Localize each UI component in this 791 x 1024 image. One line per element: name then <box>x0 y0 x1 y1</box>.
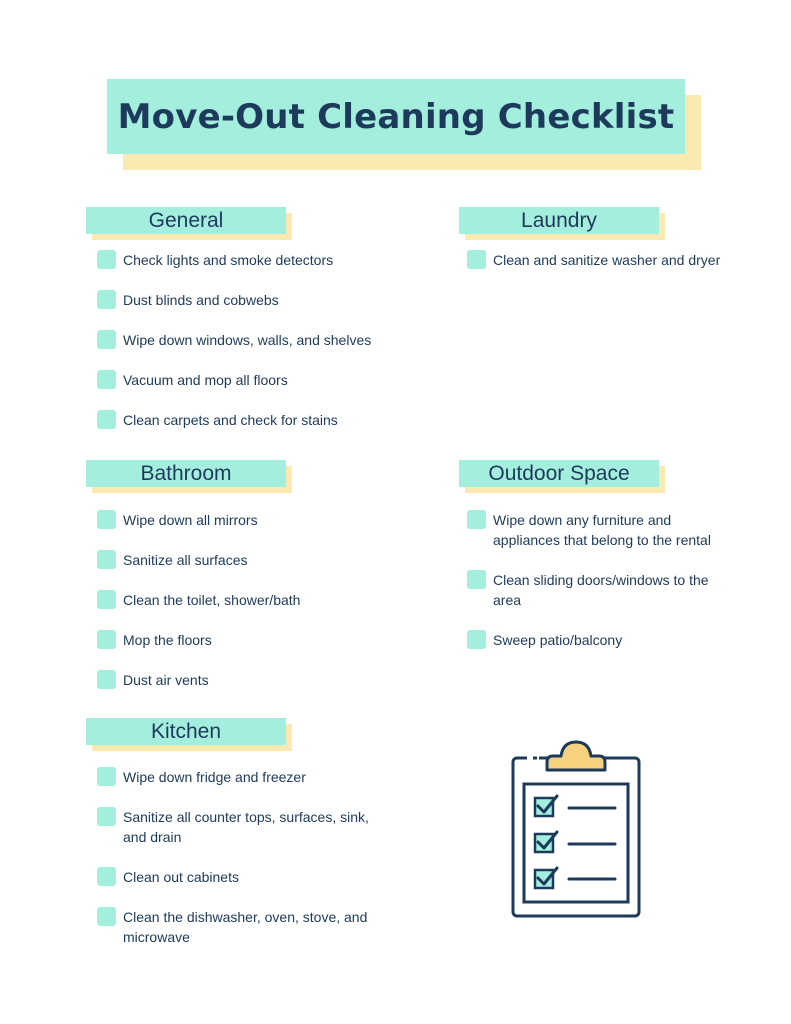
checkbox[interactable] <box>97 590 116 609</box>
item-label-line: and drain <box>123 829 182 845</box>
checklist-item[interactable] <box>467 570 709 610</box>
checklist-item[interactable] <box>97 630 212 650</box>
checklist-item[interactable] <box>97 807 369 847</box>
item-label-line: Clean the dishwasher, oven, stove, and <box>123 909 368 925</box>
checkbox[interactable] <box>97 290 116 309</box>
checkbox[interactable] <box>97 250 116 269</box>
section-laundry <box>459 207 665 240</box>
item-label: Check lights and smoke detectors <box>123 252 334 268</box>
checkbox[interactable] <box>467 250 486 269</box>
section-header <box>86 207 292 240</box>
section-header <box>86 718 292 751</box>
checklist-item[interactable] <box>97 410 338 430</box>
checklist-item[interactable] <box>467 250 720 270</box>
section-header <box>459 207 665 240</box>
section-title-outdoor: Outdoor Space <box>488 461 630 485</box>
item-label <box>493 570 709 610</box>
checklist-item[interactable] <box>97 907 367 947</box>
item-label-line: appliances that belong to the rental <box>493 532 711 548</box>
clipboard-clip <box>547 742 605 770</box>
section-outdoor-space <box>459 460 665 493</box>
section-title-kitchen: Kitchen <box>150 719 222 743</box>
section-title-general: General <box>148 208 224 232</box>
checklist-item[interactable] <box>467 630 622 650</box>
checkbox[interactable] <box>97 330 116 349</box>
checklist-item[interactable] <box>97 250 333 270</box>
section-bathroom <box>86 460 292 493</box>
checkbox[interactable] <box>97 550 116 569</box>
item-label: Clean out cabinets <box>123 869 239 885</box>
item-label: Wipe down all mirrors <box>123 512 258 528</box>
checkbox[interactable] <box>97 867 116 886</box>
checklist-item[interactable] <box>97 590 300 610</box>
item-label-line: microwave <box>123 929 190 945</box>
item-label-line: area <box>493 592 522 608</box>
checkbox[interactable] <box>97 670 116 689</box>
section-header <box>86 460 292 493</box>
checkbox[interactable] <box>97 767 116 786</box>
checklist-item[interactable] <box>97 370 288 390</box>
checklist-item[interactable] <box>97 550 248 570</box>
item-label-line: Wipe down any furniture and <box>493 512 672 528</box>
item-label: Vacuum and mop all floors <box>123 372 288 388</box>
section-general <box>86 207 292 240</box>
section-header-box <box>459 207 659 234</box>
section-kitchen <box>86 718 292 751</box>
item-label: Dust air vents <box>123 672 209 688</box>
item-label: Sweep patio/balcony <box>493 632 623 648</box>
checkbox[interactable] <box>97 410 116 429</box>
checklist-item[interactable] <box>97 510 258 530</box>
checkbox[interactable] <box>97 370 116 389</box>
section-header-box <box>459 460 659 487</box>
clipboard-checklist-icon <box>505 736 647 922</box>
item-label: Mop the floors <box>123 632 212 648</box>
title-banner <box>107 79 701 170</box>
section-title-laundry: Laundry <box>521 208 597 232</box>
section-header-box <box>86 718 286 745</box>
checklist-item[interactable] <box>97 330 371 350</box>
item-label: Clean and sanitize washer and dryer <box>493 252 721 268</box>
page-title: Move-Out Cleaning Checklist <box>117 96 675 137</box>
item-label <box>123 907 367 947</box>
checklist-item[interactable] <box>97 767 306 787</box>
item-label <box>123 807 369 847</box>
checkbox[interactable] <box>467 510 486 529</box>
item-label: Clean the toilet, shower/bath <box>123 592 301 608</box>
checklist-item[interactable] <box>97 670 209 690</box>
checkbox[interactable] <box>467 630 486 649</box>
item-label-line: Clean sliding doors/windows to the <box>493 572 709 588</box>
checkbox[interactable] <box>97 510 116 529</box>
item-label: Wipe down windows, walls, and shelves <box>123 332 372 348</box>
checkbox[interactable] <box>97 907 116 926</box>
item-label: Dust blinds and cobwebs <box>123 292 279 308</box>
section-title-bathroom: Bathroom <box>140 461 232 485</box>
item-label <box>493 510 711 550</box>
section-header-box <box>86 207 286 234</box>
checkbox[interactable] <box>467 570 486 589</box>
section-header-box <box>86 460 286 487</box>
section-header <box>459 460 665 493</box>
item-label: Wipe down fridge and freezer <box>123 769 306 785</box>
title-box <box>107 79 685 154</box>
checklist-item[interactable] <box>97 290 279 310</box>
item-label: Sanitize all surfaces <box>123 552 248 568</box>
checklist-item[interactable] <box>467 510 711 550</box>
checkbox[interactable] <box>97 630 116 649</box>
checkbox[interactable] <box>97 807 116 826</box>
item-label-line: Sanitize all counter tops, surfaces, sink, <box>123 809 369 825</box>
item-label: Clean carpets and check for stains <box>123 412 338 428</box>
checklist-item[interactable] <box>97 867 239 887</box>
